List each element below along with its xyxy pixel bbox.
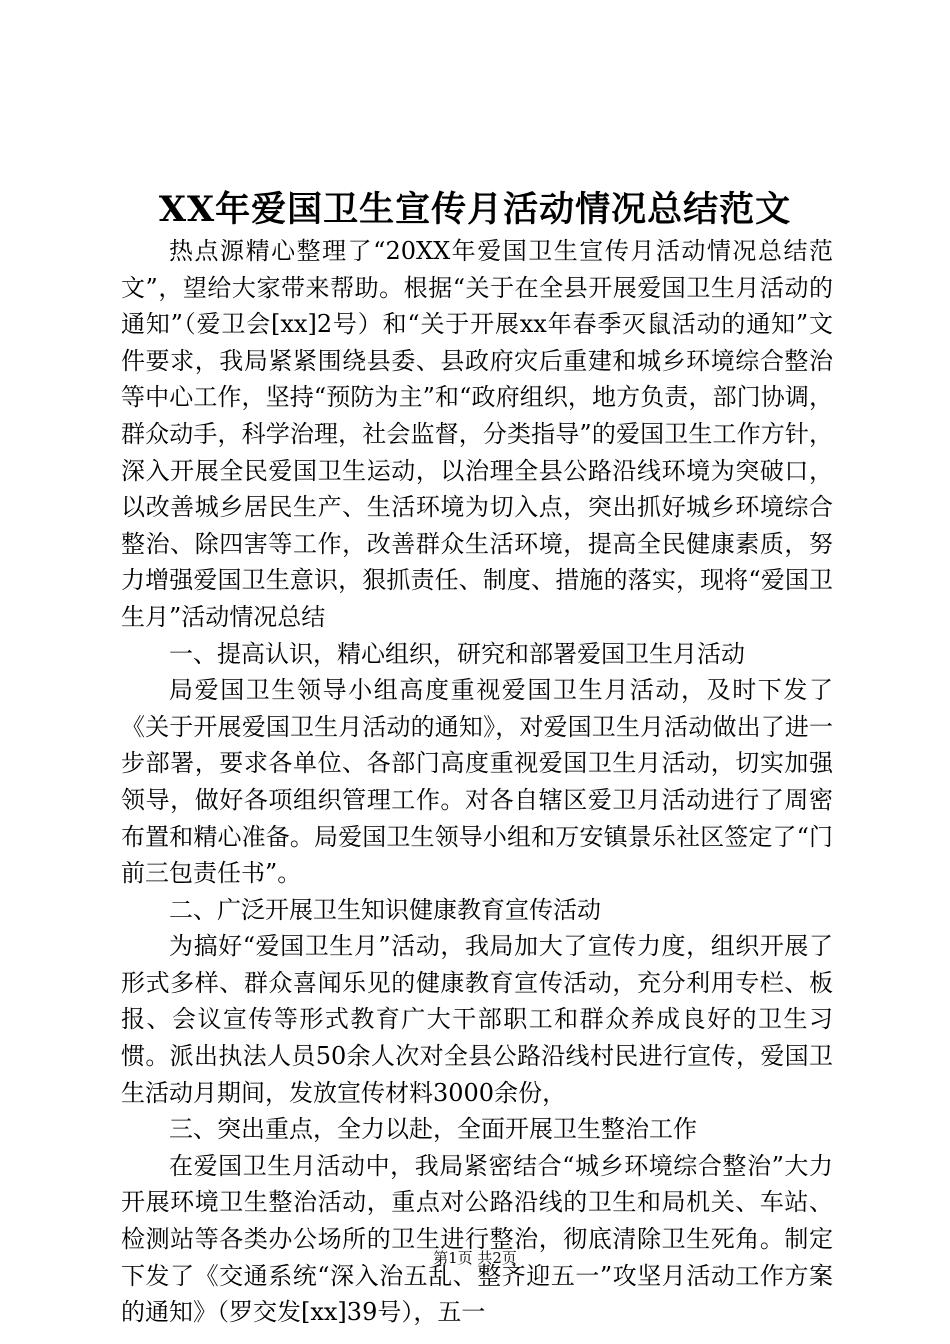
document-title: XX年爱国卫生宣传月活动情况总结范文 [158,189,792,230]
body-paragraph-intro: 热点源精心整理了“20XX年爱国卫生宣传月活动情况总结范文”，望给大家带来帮助。根据“关于在全县开展爱国卫生月活动的通知”（爱卫会[xx]2号）和“关于开展xx年春季灭鼠活动的通知”文件要求，我局紧紧围绕县委、县政府灾后重建和城乡环境综合整治等中心工作，坚持“预防为主”和“政府组织，地方负责，部门协调，群众动手，科学治理，社会监督，分类指导”的爱国卫生工作方针，深入开展全民爱国卫生运动，以治理全县公路沿线环境为突破口，以改善城乡居民生产、生活环境为切入点，突出抓好城乡环境综合整治、除四害等工作，改善群众生活环境，提高全民健康素质，努力增强爱国卫生意识，狠抓责任、制度、措施的落实，现将“爱国卫生月”活动情况总结 [121,237,833,631]
body-paragraph-2: 为搞好“爱国卫生月”活动，我局加大了宣传力度，组织开展了形式多样、群众喜闻乐见的健康教育宣传活动，充分利用专栏、板报、会议宣传等形式教育广大干部职工和群众养成良好的卫生习惯。派出执法人员50余人次对全县公路沿线村民进行宣传，爱国卫生活动月期间，发放宣传材料3000余份， [121,932,833,1107]
document-body [121,233,833,1331]
section-heading-1: 一、提高认识，精心组织，研究和部署爱国卫生月活动 [169,639,745,668]
section-heading-2: 二、广泛开展卫生知识健康教育宣传活动 [169,895,601,924]
body-paragraph-1: 局爱国卫生领导小组高度重视爱国卫生月活动，及时下发了《关于开展爱国卫生月活动的通知》，对爱国卫生月活动做出了进一步部署，要求各单位、各部门高度重视爱国卫生月活动，切实加强领导，做好各项组织管理工作。对各自辖区爱卫月活动进行了周密布置和精心准备。局爱国卫生领导小组和万安镇景乐社区签定了“门前三包责任书”。 [121,676,833,888]
page-number-footer: 第1页 共2页 [433,1249,517,1267]
body-paragraph-3: 在爱国卫生月活动中，我局紧密结合“城乡环境综合整治”大力开展环境卫生整治活动，重点对公路沿线的卫生和局机关、车站、检测站等各类办公场所的卫生进行整治，彻底清除卫生死角。制定下发了《交通系统“深入治五乱、整齐迎五一”攻坚月活动工作方案的通知》（罗交发[xx]39号），五一 [121,1151,833,1327]
section-heading-3: 三、突出重点，全力以赴，全面开展卫生整治工作 [169,1115,697,1144]
